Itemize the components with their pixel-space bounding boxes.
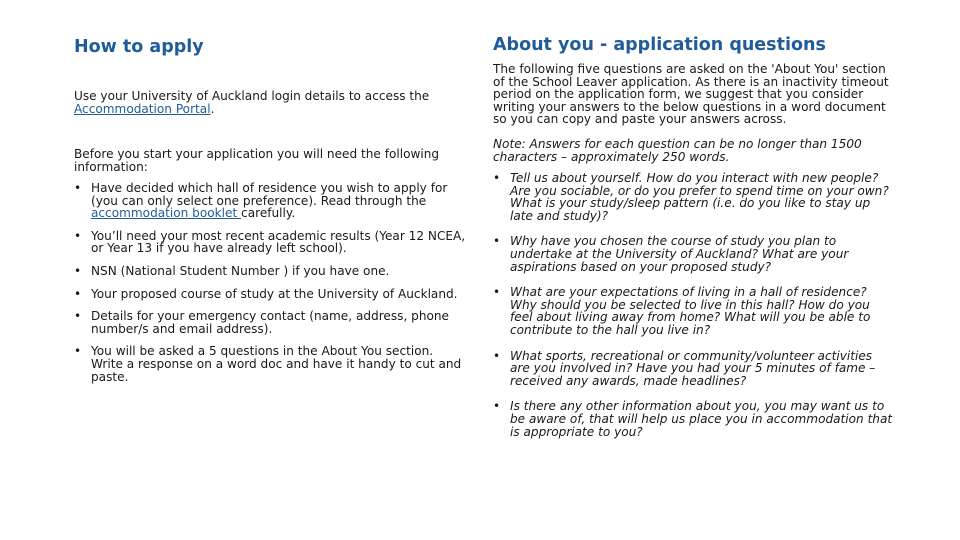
requirement-item: • Details for your emergency contact (name, address, phone number/s and email address). <box>74 310 466 335</box>
requirement-item: • You will be asked a 5 questions in the About You section. Write a response on a word doc and have it handy to cut and paste. <box>74 345 466 383</box>
requirement-item <box>74 182 466 220</box>
question-item: • Tell us about yourself. How do you interact with new people? Are you sociable, or do you prefer to spend time on your own? What is your study/sleep pattern (i.e. do you like to stay up late and study)? <box>493 172 893 222</box>
requirement-item: • You’ll need your most recent academic results (Year 12 NCEA, or Year 13 if you have already left school). <box>74 230 466 255</box>
login-instructions-text: Use your University of Auckland login details to access the <box>74 89 430 103</box>
requirement-item: • NSN (National Student Number ) if you have one. <box>74 265 466 278</box>
question-item: • Why have you chosen the course of study you plan to undertake at the University of Auckland? What are your aspirations based on your proposed study? <box>493 235 893 273</box>
login-instructions <box>74 90 466 115</box>
about-you-intro: The following five questions are asked on the 'About You' section of the School Leaver application. As there is an inactivity timeout period on the application form, we suggest that you consider writing your answers to the below questions in a word document so you can copy and paste your answers across. <box>493 62 889 127</box>
question-item: • What are your expectations of living in a hall of residence? Why should you be selected to live in this hall? How do you feel about living away from home? What will you be able to contribute to the hall you live in? <box>493 286 893 336</box>
character-limit-note: Note: Answers for each question can be no longer than 1500 characters – approximately 250 words. <box>493 137 862 164</box>
requirement-hall-text: Have decided which hall of residence you wish to apply for (you can only select one preference). Read through the <box>91 181 448 208</box>
requirements-list <box>74 182 466 393</box>
about-you-heading: About you - application questions <box>493 35 826 55</box>
before-you-start-text: Before you start your application you will need the following information: <box>74 147 440 174</box>
question-item: • What sports, recreational or community/volunteer activities are you involved in? Have you had your 5 minutes of fame – received any awards, made headlines? <box>493 350 893 388</box>
requirement-hall-end: carefully. <box>241 206 296 221</box>
login-instructions-end: . <box>210 101 215 116</box>
question-item: • Is there any other information about you, you may want us to be aware of, that will help us place you in accommodation that is appropriate to you? <box>493 400 893 438</box>
accommodation-portal-link[interactable]: Accommodation Portal <box>74 101 211 116</box>
questions-list <box>493 172 893 451</box>
how-to-apply-heading: How to apply <box>74 37 204 57</box>
accommodation-booklet-link[interactable]: accommodation booklet <box>91 206 242 221</box>
requirement-item: • Your proposed course of study at the University of Auckland. <box>74 288 466 301</box>
